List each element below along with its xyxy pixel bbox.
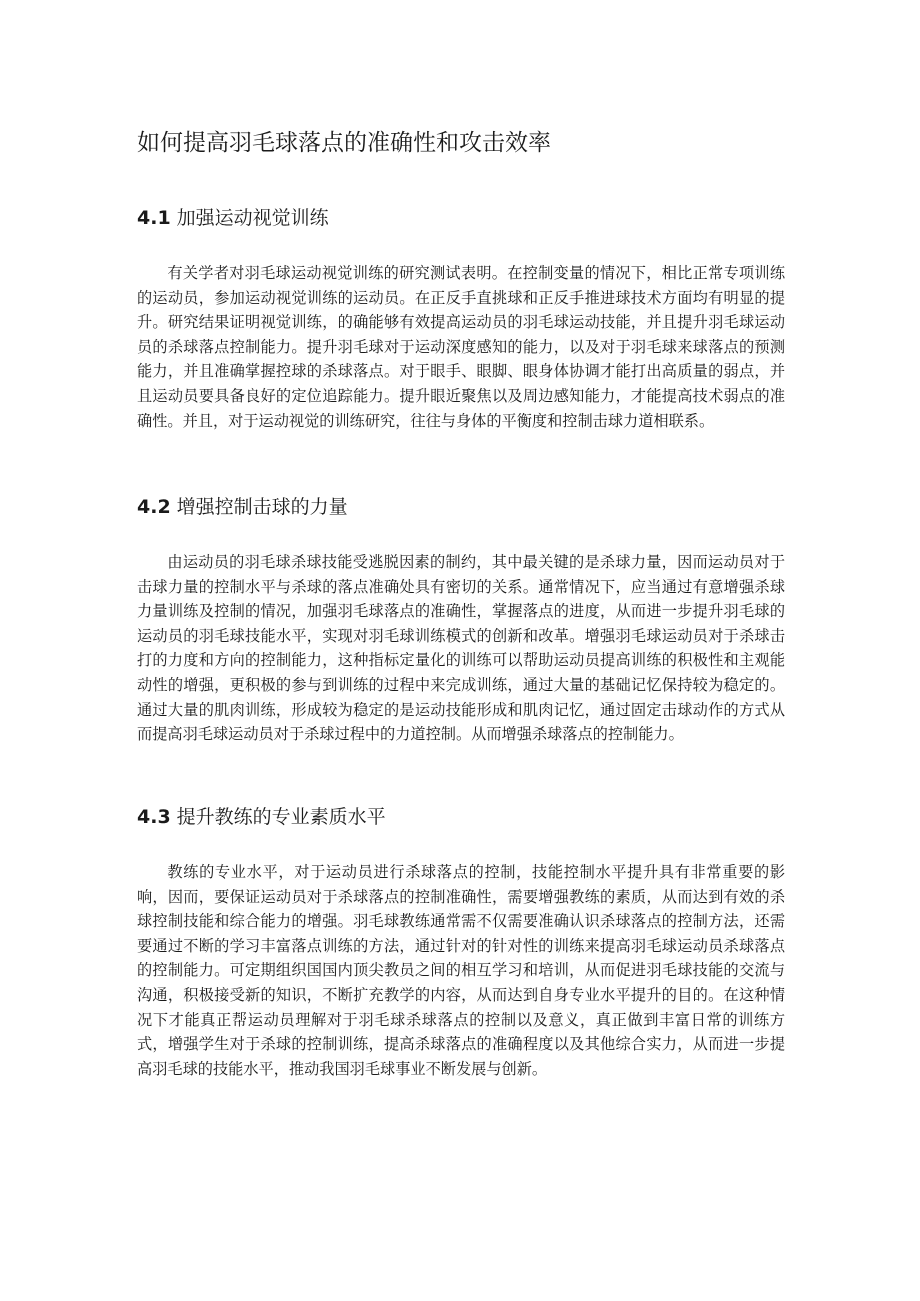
section-paragraph-4-1: 有关学者对羽毛球运动视觉训练的研究测试表明。在控制变量的情况下，相比正常专项训练的运动员，参加运动视觉训练的运动员。在正反手直挑球和正反手推进球技术方面均有明显的提升。研究结果证明视觉训练，的确能够有效提高运动员的羽毛球运动技能，并且提升羽毛球运动员的杀球落点控制能力。提升羽毛球对于运动深度感知的能力，以及对于羽毛球来球落点的预测能力，并且准确掌握控球的杀球落点。对于眼手、眼脚、眼身体协调才能打出高质量的弱点，并且运动员要具备良好的定位追踪能力。提升眼近聚焦以及周边感知能力，才能提高技术弱点的准确性。并且，对于运动视觉的训练研究，往往与身体的平衡度和控制击球力道相联系。	[137, 264, 785, 430]
section-title: 提升教练的专业素质水平	[176, 806, 386, 828]
section-heading-4-3	[137, 802, 386, 832]
section-paragraph-4-2: 由运动员的羽毛球杀球技能受逃脱因素的制约，其中最关键的是杀球力量，因而运动员对于击球力量的控制水平与杀球的落点准确处具有密切的关系。通常情况下，应当通过有意增强杀球力量训练及控制的情况，加强羽毛球落点的准确性，掌握落点的进度，从而进一步提升羽毛球的运动员的羽毛球技能水平，实现对羽毛球训练模式的创新和改革。增强羽毛球运动员对于杀球击打的力度和方向的控制能力，这种指标定量化的训练可以帮助运动员提高训练的积极性和主观能动性的增强，更积极的参与到训练的过程中来完成训练，通过大量的基础记忆保持较为稳定的。通过大量的肌肉训练，形成较为稳定的是运动技能形成和肌肉记忆，通过固定击球动作的方式从而提高羽毛球运动员对于杀球过程中的力道控制。从而增强杀球落点的控制能力。	[137, 553, 785, 744]
section-heading-4-1	[137, 203, 329, 233]
section-number: 4.3	[137, 806, 171, 828]
page-title: 如何提高羽毛球落点的准确性和攻击效率	[137, 130, 551, 156]
section-paragraph-4-3: 教练的专业水平，对于运动员进行杀球落点的控制，技能控制水平提升具有非常重要的影响，因而，要保证运动员对于杀球落点的控制准确性，需要增强教练的素质，从而达到有效的杀球控制技能和综合能力的增强。羽毛球教练通常需不仅需要准确认识杀球落点的控制方法，还需要通过不断的学习丰富落点训练的方法，通过针对的针对性的训练来提高羽毛球运动员杀球落点的控制能力。可定期组织国国内顶尖教员之间的相互学习和培训，从而促进羽毛球技能的交流与沟通，积极接受新的知识，不断扩充教学的内容，从而达到自身专业水平提升的目的。在这种情况下才能真正帮运动员理解对于羽毛球杀球落点的控制以及意义，真正做到丰富日常的训练方式，增强学生对于杀球的控制训练，提高杀球落点的准确程度以及其他综合实力，从而进一步提高羽毛球的技能水平，推动我国羽毛球事业不断发展与创新。	[137, 863, 785, 1078]
section-title: 加强运动视觉训练	[176, 207, 329, 229]
section-heading-4-2	[137, 492, 348, 522]
section-title: 增强控制击球的力量	[176, 496, 348, 518]
section-number: 4.1	[137, 207, 171, 229]
section-number: 4.2	[137, 496, 171, 518]
